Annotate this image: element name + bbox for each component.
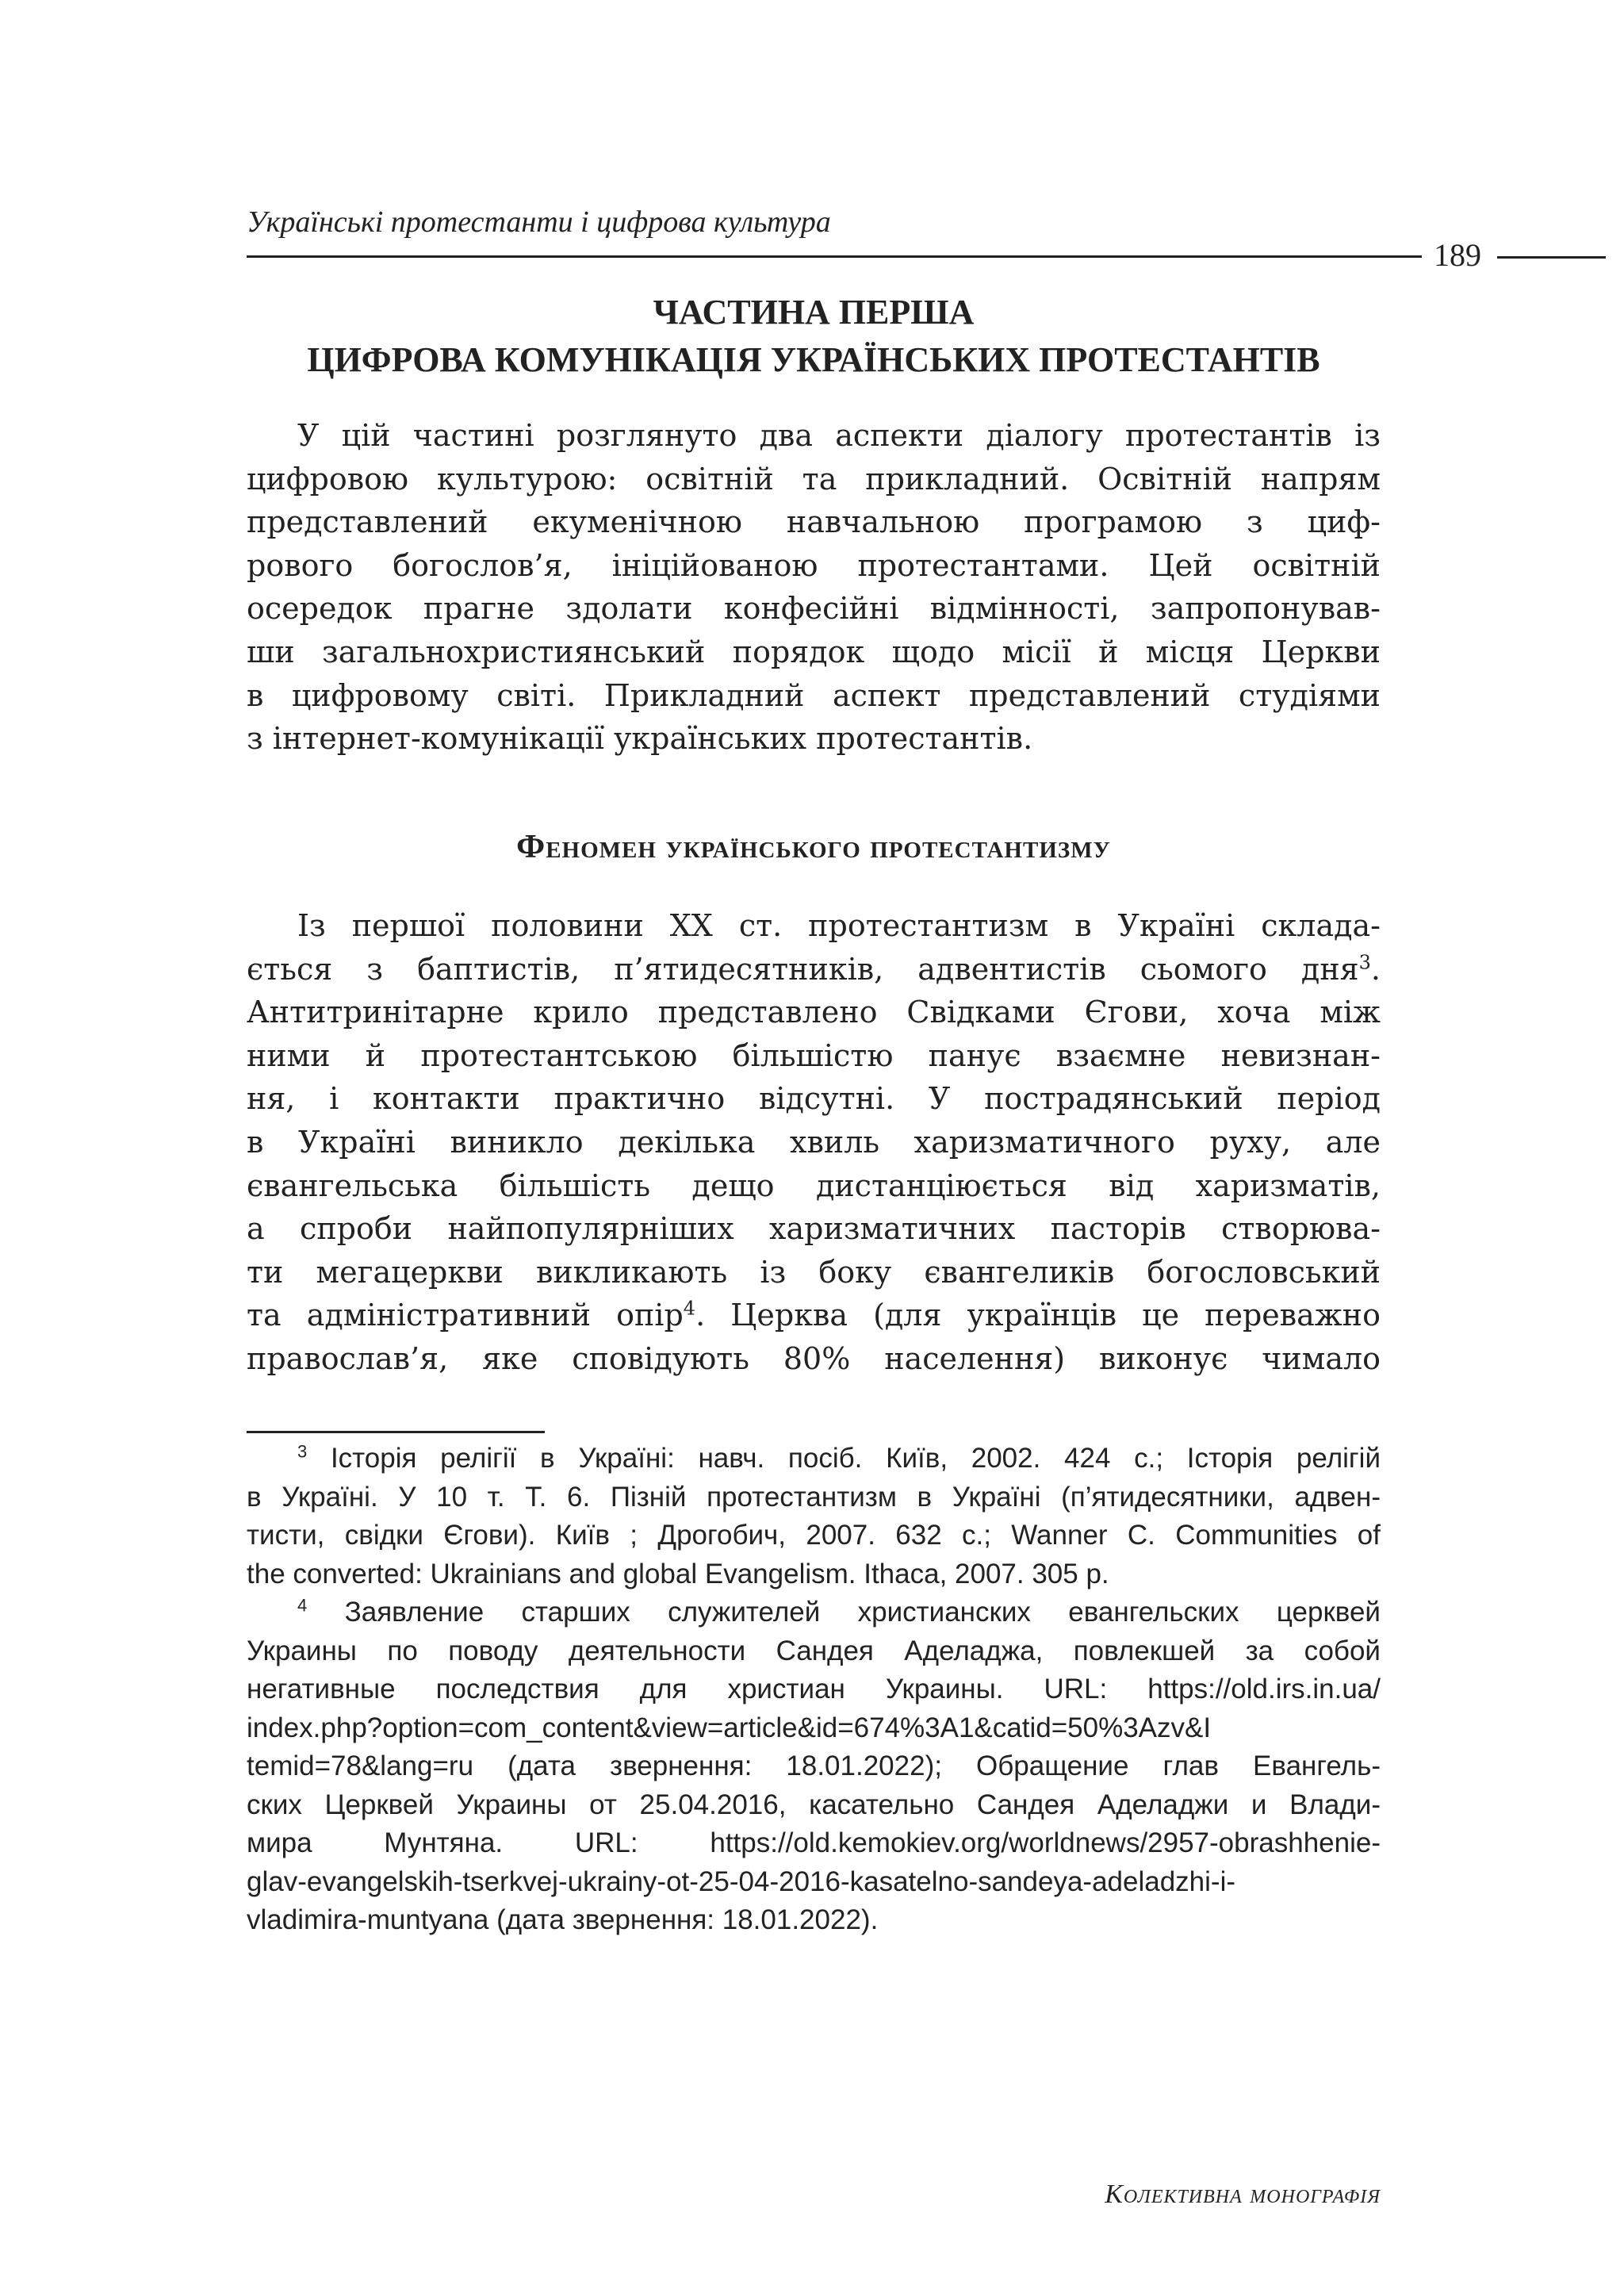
main-line-text: та адміністративний опір [247,1298,684,1333]
main-line: православ’я, яке сповідують 80% населення) виконує чимало [247,1340,1381,1376]
footnote-ref-3[interactable]: 3 [1358,950,1371,973]
main-line [247,948,1381,991]
chapter-title-line-1: ЧАСТИНА ПЕРША [653,293,975,332]
intro-line: представлений екуменічною навчальною програмою з циф- [247,504,1381,540]
intro-line: рового богослов’я, ініційованою протестантами. Цей освітній [247,547,1381,583]
main-line-tail: . [1370,951,1381,987]
main-line [247,1294,1381,1337]
main-line: євангельська більшість дещо дистанціюється від харизматів, [247,1168,1381,1203]
main-line: Із першої половини ХХ ст. протестантизм в Україні склада- [297,908,1381,943]
main-line: ними й протестантською більшістю панує взаємне невизнан- [247,1037,1381,1073]
chapter-title [247,289,1381,384]
footnote-mark-3: 3 [297,1441,308,1462]
intro-line: ши загальнохристиянський порядок щодо місії й місця Церкви [247,634,1381,669]
footnote-4-line: $^4$ Заявление старших служителей христианских евангельских церквей [297,1595,1381,1628]
intro-line: з інтернет-комунікації українських протестантів. [247,721,1033,757]
footnote-3-line: the converted: Ukrainians and global Evangelism. Ithaca, 2007. 305 p. [247,1558,1109,1589]
intro-line: У цій частині розглянуто два аспекти діалогу протестантів із [297,418,1381,453]
footnote-4-line: vladimira-muntyana (дата звернення: 18.01.2022). [247,1904,879,1935]
footnote-4-line: glav-evangelskih-tserkvej-ukrainy-ot-25-04-2016-kasatelno-sandeya-adeladzhi-i- [247,1865,1236,1897]
main-line: ня, і контакти практично відсутні. У пострадянський період [247,1081,1381,1117]
main-line: ти мегацеркви викликають із боку євангеликів богословський [247,1254,1381,1290]
footnote-mark-4: 4 [297,1595,308,1616]
page-number-rule [1497,256,1606,259]
running-header: Українські протестанти і цифрова культура [247,205,831,239]
section-heading: Феномен українського протестантизму [516,829,1111,865]
intro-line: в цифровому світі. Прикладний аспект представлений студіями [247,677,1381,713]
footnote-4-line: мира Мунтяна. URL: https://old.kemokiev.org/worldnews/2957-obrashhenie- [247,1827,1381,1858]
footnote-separator [247,1431,545,1433]
intro-line: цифровою культурою: освітній та прикладний. Освітній напрям [247,461,1381,497]
footnotes [247,1440,1381,1940]
main-paragraph [247,904,1381,1381]
page-number: 189 [1434,237,1481,273]
main-line-text: ється з баптистів, п’ятидесятників, адвентистів сьомого дня [247,951,1359,987]
footnote-3-line: $^3$ Історія релігії в Україні: навч. посіб. Київ, 2002. 424 с.; Історія релігій [297,1441,1381,1474]
main-line: в Україні виникло декілька хвиль харизматичного руху, але [247,1124,1381,1160]
footnote-4-line: негативные последствия для христиан Украины. URL: https://old.irs.in.ua/ [247,1674,1381,1704]
footnote-3-line: тисти, свідки Єгови). Київ ; Дрогобич, 2007. 632 с.; Wanner C. Communities of [247,1520,1381,1551]
footnote-ref-4[interactable]: 4 [683,1297,696,1320]
footnote-4-line: temid=78&lang=ru (дата звернення: 18.01.2022); Обращение глав Евангель- [247,1750,1381,1781]
running-footer: Колективна монографія [1105,2180,1381,2209]
intro-line: осередок прагне здолати конфесійні відмінності, запропонував- [247,591,1381,627]
footnote-4-line: Украины по поводу деятельности Сандея Аделаджа, повлекшей за собой [247,1635,1381,1666]
footnote-3-line: в Україні. У 10 т. Т. 6. Пізній протестантизм в Україні (п’ятидесятники, адвен- [247,1481,1381,1513]
chapter-title-line-2: ЦИФРОВА КОМУНІКАЦІЯ УКРАЇНСЬКИХ ПРОТЕСТАНТІВ [307,340,1320,379]
footnote-4-line: index.php?option=com_content&view=article&id=674%3A1&catid=50%3Azv&I [247,1712,1212,1743]
main-line-tail: . Церква (для українців це переважно [695,1298,1381,1333]
intro-paragraph [247,414,1381,761]
footnote-4-line: ских Церквей Украины от 25.04.2016, касательно Сандея Аделаджи и Влади- [247,1789,1381,1820]
header-rule [247,255,1422,258]
main-line: а спроби найпопулярніших харизматичних пасторів створюва- [247,1211,1381,1247]
main-line: Антитринітарне крило представлено Свідками Єгови, хоча між [247,995,1381,1030]
